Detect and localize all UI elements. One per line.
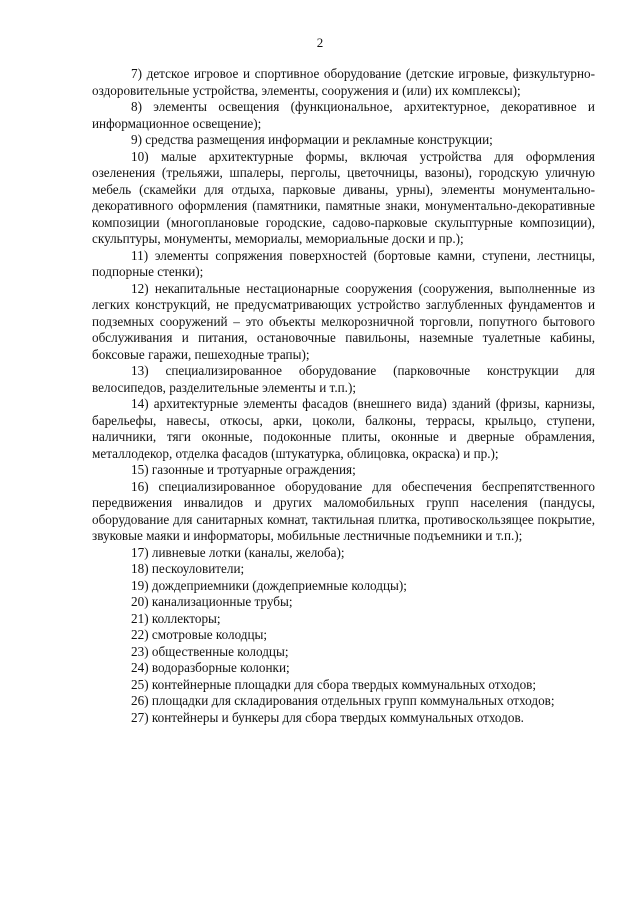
list-item: 21) коллекторы;: [131, 610, 221, 626]
list-item: 9) средства размещения информации и рекламные конструкции;: [131, 132, 493, 147]
list-item: 14) архитектурные элементы фасадов (внешнего вида) зданий (фризы, карнизы, барельефы, навесы, откосы, арки, цоколи, балконы, террасы, крыльцо, ступени, наличники, тяги оконные, подоконные плиты, оконные и дверные обрамления, металлодекор, отделка фасадов (штукатурка, облицовка, окраска) и пр.);: [92, 396, 595, 461]
list-item: 13) специализированное оборудование (парковочные конструкции для велосипедов, разделительные элементы и т.п.);: [92, 363, 595, 395]
list-item: 7) детское игровое и спортивное оборудование (детские игровые, физкультурно-оздоровительные устройства, элементы, сооружения и (или) их комплексы);: [92, 66, 595, 98]
list-item: 22) смотровые колодцы;: [131, 627, 268, 642]
list-item: 12) некапитальные нестационарные сооружения (сооружения, выполненные из легких конструкций, не предусматривающих устройство заглубленных фундаментов и подземных сооружений – это объекты мелкорозничной торговли, попутного бытового обслуживания и питания, остановочные павильоны, наземные туалетные кабины, боксовые гаражи, пешеходные трапы);: [92, 280, 595, 362]
list-item: 25) контейнерные площадки для сбора твердых коммунальных отходов;: [131, 676, 537, 692]
list-item: 10) малые архитектурные формы, включая устройства для оформления озеленения (трельяжи, шпалеры, перголы, цветочницы, вазоны), городскую уличную мебель (скамейки для отдыха, парковые диваны, урны), элементы монументально-декоративного оформления (памятники, памятные знаки, монументально-декоративные композиции (многоплановые городские, садово-парковые скульптурные композиции), скульптуры, монументы, мемориалы, мемориальные доски и пр.);: [92, 148, 595, 246]
list-item: 27) контейнеры и бункеры для сбора твердых коммунальных отходов.: [131, 709, 524, 725]
list-item: 19) дождеприемники (дождеприемные колодцы);: [131, 577, 407, 593]
list-item: 15) газонные и тротуарные ограждения;: [131, 462, 356, 477]
list-item: 18) пескоуловители;: [131, 561, 245, 576]
list-item: 8) элементы освещения (функциональное, архитектурное, декоративное и информационное освещение);: [92, 99, 595, 131]
list-item: 11) элементы сопряжения поверхностей (бортовые камни, ступени, лестницы, подпорные стенки);: [92, 247, 595, 279]
list-item: 26) площадки для складирования отдельных групп коммунальных отходов;: [131, 693, 555, 708]
list-item: 20) канализационные трубы;: [131, 594, 293, 609]
list-item: 17) ливневые лотки (каналы, желоба);: [131, 544, 345, 560]
list-item: 23) общественные колодцы;: [131, 643, 289, 659]
list-item: 24) водоразборные колонки;: [131, 660, 290, 675]
document-body: [92, 66, 595, 726]
page-number: 2: [316, 35, 324, 50]
list-item: 16) специализированное оборудование для обеспечения беспрепятственного передвижения инвалидов и других маломобильных групп населения (пандусы, оборудование для санитарных комнат, тактильная плитка, противоскользящее покрытие, звуковые маяки и информаторы, мобильные лестничные подъемники и т.п.);: [92, 478, 595, 543]
